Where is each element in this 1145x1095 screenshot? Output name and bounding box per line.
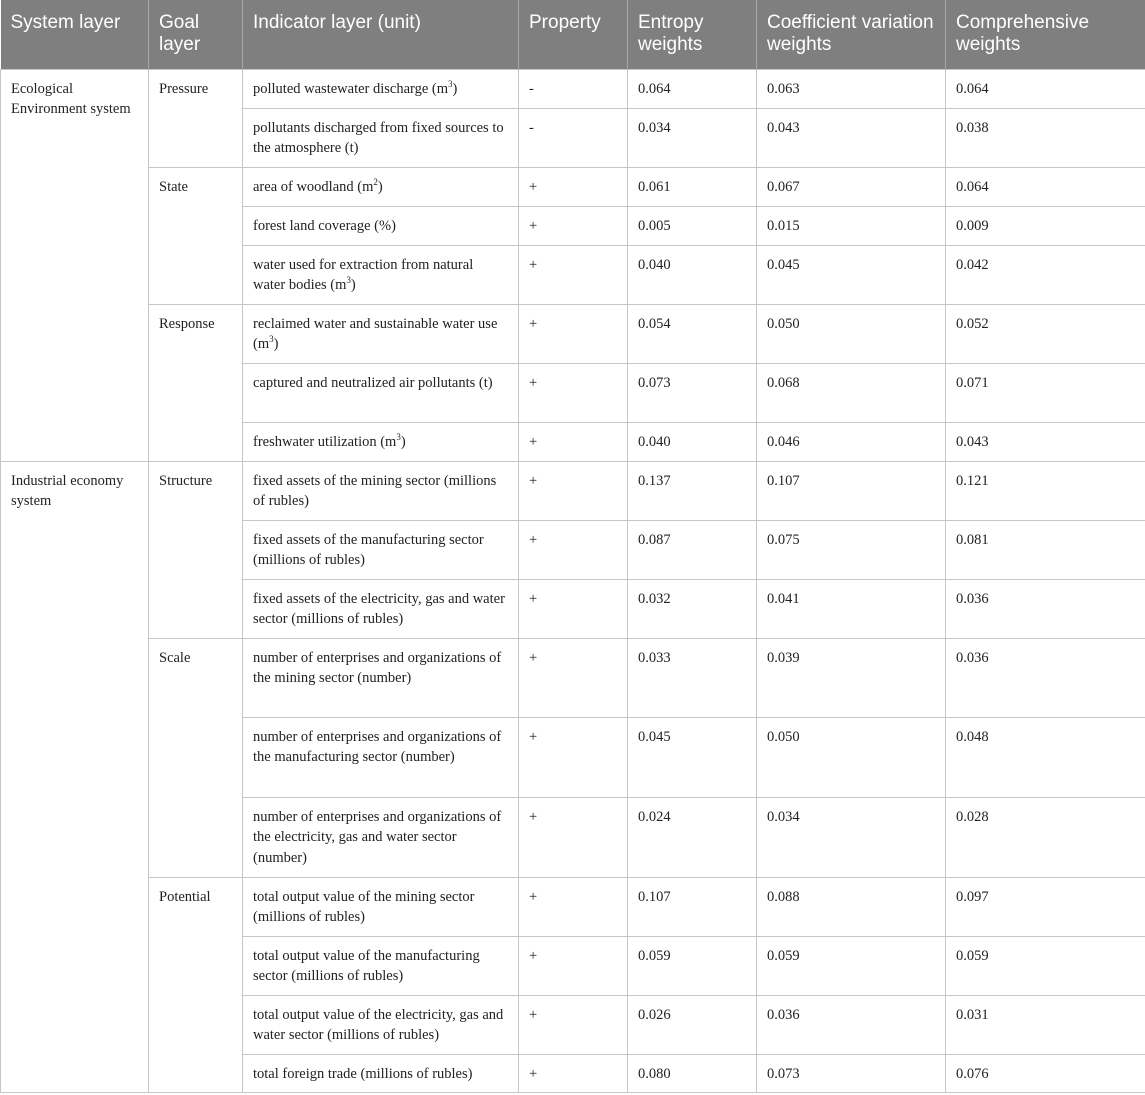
comprehensive-weight-cell: 0.043 <box>946 422 1145 461</box>
indicator-unit-exponent: 3 <box>346 275 351 286</box>
system-layer-cell: Industrial economy system <box>1 461 149 1092</box>
cv-weight-cell: 0.015 <box>757 206 946 245</box>
cv-weight-cell: 0.073 <box>757 1054 946 1092</box>
header-indicator-layer: Indicator layer (unit) <box>243 0 519 69</box>
property-cell: + <box>519 363 628 422</box>
property-cell: + <box>519 304 628 363</box>
table-row <box>1 638 1145 717</box>
comprehensive-weight-cell: 0.076 <box>946 1054 1145 1092</box>
entropy-weight-cell: 0.034 <box>628 108 757 167</box>
property-cell: + <box>519 936 628 995</box>
goal-layer-cell: Pressure <box>149 69 243 167</box>
cv-weight-cell: 0.050 <box>757 717 946 797</box>
comprehensive-weight-cell: 0.064 <box>946 167 1145 206</box>
indicator-unit-close: ) <box>377 178 383 195</box>
indicator-unit-close: ) <box>273 336 279 352</box>
header-property: Property <box>519 0 628 69</box>
property-cell: + <box>519 579 628 638</box>
entropy-weight-cell: 0.087 <box>628 520 757 579</box>
property-cell: + <box>519 717 628 797</box>
indicator-text: area of woodland (m <box>253 178 374 195</box>
indicator-cell <box>243 797 519 877</box>
goal-layer-cell: Potential <box>149 877 243 1092</box>
header-goal-layer: Goal layer <box>149 0 243 69</box>
indicator-text: number of enterprises and organizations of the electricity, gas and water sector (number) <box>253 808 502 866</box>
goal-layer-cell: Scale <box>149 638 243 877</box>
comprehensive-weight-cell: 0.064 <box>946 69 1145 108</box>
comprehensive-weight-cell: 0.009 <box>946 206 1145 245</box>
indicator-text: total output value of the electricity, gas and water sector (millions of rubles) <box>253 1006 504 1043</box>
table-row <box>1 877 1145 936</box>
cv-weight-cell: 0.063 <box>757 69 946 108</box>
indicator-cell <box>243 638 519 717</box>
indicator-unit-exponent: 3 <box>269 334 274 345</box>
table-header <box>1 0 1145 69</box>
indicator-cell <box>243 1054 519 1092</box>
indicator-unit-exponent: 2 <box>373 176 378 187</box>
property-cell: + <box>519 461 628 520</box>
property-cell: + <box>519 995 628 1054</box>
cv-weight-cell: 0.107 <box>757 461 946 520</box>
indicator-text: pollutants discharged from fixed sources to the atmosphere (t) <box>253 119 504 156</box>
indicator-cell <box>243 167 519 206</box>
indicator-cell <box>243 422 519 461</box>
indicator-cell <box>243 877 519 936</box>
entropy-weight-cell: 0.026 <box>628 995 757 1054</box>
entropy-weight-cell: 0.040 <box>628 245 757 304</box>
table-row <box>1 69 1145 108</box>
property-cell: + <box>519 797 628 877</box>
cv-weight-cell: 0.059 <box>757 936 946 995</box>
entropy-weight-cell: 0.032 <box>628 579 757 638</box>
property-cell: - <box>519 108 628 167</box>
entropy-weight-cell: 0.059 <box>628 936 757 995</box>
indicator-text: water used for extraction from natural water bodies (m <box>253 256 474 293</box>
property-cell: + <box>519 638 628 717</box>
header-row <box>1 0 1145 69</box>
property-cell: + <box>519 1054 628 1092</box>
comprehensive-weight-cell: 0.059 <box>946 936 1145 995</box>
indicator-text: number of enterprises and organizations of the mining sector (number) <box>253 649 502 686</box>
entropy-weight-cell: 0.024 <box>628 797 757 877</box>
entropy-weight-cell: 0.045 <box>628 717 757 797</box>
goal-layer-cell: Response <box>149 304 243 461</box>
entropy-weight-cell: 0.061 <box>628 167 757 206</box>
system-layer-cell: Ecological Environment system <box>1 69 149 461</box>
entropy-weight-cell: 0.073 <box>628 363 757 422</box>
cv-weight-cell: 0.043 <box>757 108 946 167</box>
property-cell: + <box>519 245 628 304</box>
comprehensive-weight-cell: 0.097 <box>946 877 1145 936</box>
comprehensive-weight-cell: 0.036 <box>946 579 1145 638</box>
indicator-unit-close: ) <box>400 433 406 450</box>
entropy-weight-cell: 0.137 <box>628 461 757 520</box>
indicator-text: number of enterprises and organizations of the manufacturing sector (number) <box>253 728 502 765</box>
table-body <box>1 69 1145 1092</box>
indicator-text: total output value of the manufacturing sector (millions of rubles) <box>253 947 480 984</box>
entropy-weight-cell: 0.005 <box>628 206 757 245</box>
indicator-text: captured and neutralized air pollutants (t) <box>253 374 493 391</box>
comprehensive-weight-cell: 0.081 <box>946 520 1145 579</box>
comprehensive-weight-cell: 0.052 <box>946 304 1145 363</box>
header-system-layer: System layer <box>1 0 149 69</box>
property-cell: + <box>519 877 628 936</box>
cv-weight-cell: 0.088 <box>757 877 946 936</box>
property-cell: - <box>519 69 628 108</box>
cv-weight-cell: 0.075 <box>757 520 946 579</box>
indicator-cell <box>243 206 519 245</box>
indicator-cell <box>243 69 519 108</box>
indicator-cell <box>243 245 519 304</box>
header-coefficient-variation-weights: Coefficient variation weights <box>757 0 946 69</box>
indicator-text: forest land coverage (%) <box>253 217 396 234</box>
indicator-cell <box>243 520 519 579</box>
indicator-unit-close: ) <box>452 80 458 97</box>
indicator-cell <box>243 108 519 167</box>
comprehensive-weight-cell: 0.121 <box>946 461 1145 520</box>
table-row <box>1 167 1145 206</box>
entropy-weight-cell: 0.064 <box>628 69 757 108</box>
indicator-text: fixed assets of the mining sector (millions of rubles) <box>253 472 497 509</box>
cv-weight-cell: 0.068 <box>757 363 946 422</box>
indicator-unit-exponent: 3 <box>396 431 401 442</box>
cv-weight-cell: 0.041 <box>757 579 946 638</box>
indicator-cell <box>243 461 519 520</box>
table-row <box>1 461 1145 520</box>
indicator-text: total output value of the mining sector (millions of rubles) <box>253 888 475 925</box>
indicator-text: fixed assets of the electricity, gas and water sector (millions of rubles) <box>253 590 505 627</box>
cv-weight-cell: 0.050 <box>757 304 946 363</box>
table-row <box>1 304 1145 363</box>
indicator-cell <box>243 363 519 422</box>
header-comprehensive-weights: Comprehensive weights <box>946 0 1145 69</box>
indicator-text: reclaimed water and sustainable water use (m <box>253 315 498 352</box>
comprehensive-weight-cell: 0.036 <box>946 638 1145 717</box>
property-cell: + <box>519 206 628 245</box>
entropy-weight-cell: 0.033 <box>628 638 757 717</box>
comprehensive-weight-cell: 0.071 <box>946 363 1145 422</box>
header-entropy-weights: Entropy weights <box>628 0 757 69</box>
indicator-text: total foreign trade (millions of rubles) <box>253 1065 473 1082</box>
goal-layer-cell: Structure <box>149 461 243 638</box>
entropy-weight-cell: 0.054 <box>628 304 757 363</box>
indicator-cell <box>243 717 519 797</box>
indicator-cell <box>243 304 519 363</box>
cv-weight-cell: 0.034 <box>757 797 946 877</box>
cv-weight-cell: 0.067 <box>757 167 946 206</box>
goal-layer-cell: State <box>149 167 243 304</box>
property-cell: + <box>519 422 628 461</box>
indicator-unit-exponent: 3 <box>448 78 453 89</box>
comprehensive-weight-cell: 0.031 <box>946 995 1145 1054</box>
property-cell: + <box>519 167 628 206</box>
indicator-cell <box>243 936 519 995</box>
comprehensive-weight-cell: 0.028 <box>946 797 1145 877</box>
cv-weight-cell: 0.039 <box>757 638 946 717</box>
indicator-cell <box>243 995 519 1054</box>
indicator-text: fixed assets of the manufacturing sector (millions of rubles) <box>253 531 484 568</box>
property-cell: + <box>519 520 628 579</box>
indicator-unit-close: ) <box>350 277 356 293</box>
cv-weight-cell: 0.046 <box>757 422 946 461</box>
comprehensive-weight-cell: 0.042 <box>946 245 1145 304</box>
comprehensive-weight-cell: 0.048 <box>946 717 1145 797</box>
entropy-weight-cell: 0.040 <box>628 422 757 461</box>
comprehensive-weight-cell: 0.038 <box>946 108 1145 167</box>
indicator-text: polluted wastewater discharge (m <box>253 80 449 97</box>
cv-weight-cell: 0.045 <box>757 245 946 304</box>
indicator-text: freshwater utilization (m <box>253 433 397 450</box>
indicator-cell <box>243 579 519 638</box>
entropy-weight-cell: 0.107 <box>628 877 757 936</box>
cv-weight-cell: 0.036 <box>757 995 946 1054</box>
entropy-weight-cell: 0.080 <box>628 1054 757 1092</box>
